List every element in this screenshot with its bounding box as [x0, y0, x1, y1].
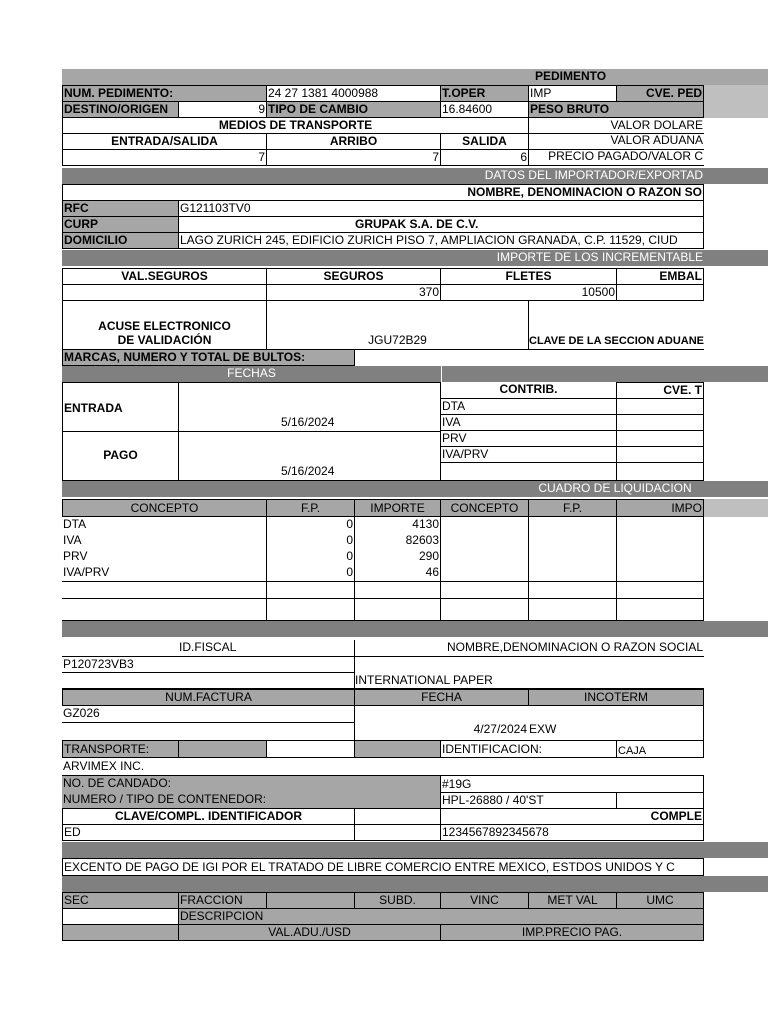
precio-pagado-label: PRECIO PAGADO/VALOR C	[528, 149, 704, 166]
title-band	[62, 69, 768, 85]
valor-dolares-label: VALOR DOLARE	[528, 117, 704, 134]
table-row-importe: 82603	[405, 533, 439, 547]
fecha-factura-value: 4/27/2024	[473, 722, 527, 736]
fletes-label: FLETES	[440, 268, 617, 285]
acuse-label-line1: ACUSE ELECTRONICO	[98, 319, 231, 333]
salida-value: 6	[440, 149, 529, 166]
identificador-blank	[354, 824, 441, 841]
valor-aduana-label: VALOR ADUANA	[528, 133, 704, 150]
fraccion-label: FRACCION	[178, 892, 267, 909]
fecha-pago-label-text: PAGO	[103, 448, 138, 462]
contenedor-value: HPL-26880 / 40'ST	[440, 792, 617, 809]
subd-label: SUBD.	[354, 892, 441, 909]
num-pedimento-value: 24 27 1381 4000988	[266, 85, 441, 102]
observaciones-band	[62, 842, 768, 858]
t-oper-value: IMP	[528, 85, 617, 102]
compl-identificador-value: 1234567892345678	[440, 824, 704, 841]
descripcion-label: DESCRIPCION	[178, 908, 704, 925]
fecha-entrada-value: 5/16/2024	[281, 415, 335, 429]
transportista-value: ARVIMEX INC.	[63, 759, 145, 773]
incoterm-label: INCOTERM	[528, 689, 704, 706]
fecha-pago-value: 5/16/2024	[281, 464, 335, 478]
id-fiscal-value: P120723VB3	[63, 657, 134, 671]
contenedor-label: NUMERO / TIPO DE CONTENEDOR:	[62, 792, 441, 808]
table-row-fp: 0	[346, 533, 353, 547]
identificador-blank	[354, 808, 441, 825]
transporte-fill	[178, 740, 267, 758]
fecha-factura-label: FECHA	[354, 689, 529, 706]
liq-concepto2-label: CONCEPTO	[440, 499, 529, 517]
liq-concepto-label: CONCEPTO	[62, 499, 267, 517]
contrib-label: CONTRIB.	[440, 382, 617, 399]
table-row-concepto: IVA	[63, 533, 82, 547]
proveedor-nombre-label: NOMBRE,DENOMINACION O RAZON SOCIAL	[354, 640, 704, 656]
incoterm-value: EXW	[529, 722, 557, 736]
liq-grid-line	[62, 581, 704, 582]
identificacion-label: IDENTIFICACION:	[440, 740, 617, 758]
proveedor-nombre-value: INTERNATIONAL PAPER	[355, 673, 493, 687]
acuse-label-line2: DE VALIDACIÓN	[117, 333, 212, 347]
transporte-fill	[354, 740, 441, 758]
contrib-cve	[616, 446, 704, 463]
contrib-row	[440, 462, 617, 481]
liq-grid-line	[440, 517, 441, 621]
val-seguros-label: VAL.SEGUROS	[62, 268, 267, 285]
importer-section-title: DATOS DEL IMPORTADOR/EXPORTAD	[440, 168, 704, 184]
medios-transporte-label: MEDIOS DE TRANSPORTE	[62, 117, 529, 134]
table-row-importe: 290	[418, 549, 439, 563]
table-row-importe: 4130	[412, 517, 439, 531]
contrib-row: DTA	[440, 398, 617, 415]
liq-grid-line	[528, 517, 529, 621]
liq-header-fill	[704, 499, 768, 517]
peso-bruto-label: PESO BRUTO	[528, 101, 704, 118]
partidas-blank	[62, 908, 179, 925]
proveedor-band	[62, 621, 768, 637]
fecha-entrada-label-text: ENTRADA	[64, 401, 123, 415]
observaciones-text: EXCENTO DE PAGO DE IGI POR EL TRATADO DE LIBRE COMERCIO ENTRE MEXICO, ESTDOS UNIDOS Y C	[62, 858, 704, 876]
importer-nombre-label: NOMBRE, DENOMINACION O RAZON SO	[62, 184, 704, 201]
proveedor-line	[62, 672, 354, 673]
fecha-entrada-label	[62, 382, 179, 432]
contrib-cve	[616, 398, 704, 415]
peso-bruto-fill	[704, 101, 768, 118]
tipo-cambio-value: 16.84600	[440, 101, 529, 118]
liq-grid-line	[616, 517, 617, 621]
met-val-label: MET VAL	[528, 892, 617, 909]
destino-value: 9	[178, 101, 267, 118]
table-row-importe: 46	[425, 565, 439, 579]
contrib-cve	[616, 414, 704, 431]
pedimento-title: PEDIMENTO	[535, 69, 607, 83]
entrada-salida-value: 7	[62, 149, 267, 166]
destino-label: DESTINO/ORIGEN	[62, 101, 179, 118]
liq-grid-line	[354, 517, 355, 621]
contenedor-extra	[616, 792, 704, 809]
arribo-value: 7	[266, 149, 441, 166]
curp-value	[178, 216, 704, 233]
fechas-title: FECHAS	[62, 366, 441, 382]
fecha-pago-label	[62, 431, 179, 481]
clave-seccion-label: CLAVE DE LA SECCION ADUANE	[528, 300, 704, 350]
table-row-fp: 0	[346, 565, 353, 579]
factura-line	[354, 705, 355, 740]
val-adu-label: VAL.ADU./USD	[178, 924, 441, 941]
transporte-label: TRANSPORTE:	[62, 740, 179, 758]
table-row-concepto: IVA/PRV	[63, 565, 110, 579]
rfc-value: G121103TV0	[178, 200, 704, 217]
domicilio-label: DOMICILIO	[62, 232, 179, 249]
val-seguros-value	[62, 284, 267, 301]
liq-importe2-label: IMPO	[616, 499, 704, 517]
factura-line	[703, 705, 704, 740]
contrib-row: IVA	[440, 414, 617, 431]
clave-identificador-value: ED	[62, 824, 355, 841]
liq-importe-label: IMPORTE	[354, 499, 441, 517]
table-row-fp: 0	[346, 549, 353, 563]
candado-value: #19G	[440, 775, 704, 793]
marcas-label: MARCAS, NUMERO Y TOTAL DE BULTOS:	[62, 349, 355, 366]
table-row-concepto: DTA	[63, 517, 87, 531]
acuse-value: JGU72B29	[368, 333, 427, 347]
candado-label: NO. DE CANDADO:	[62, 776, 441, 792]
fechas-band-right	[442, 366, 768, 382]
clave-identificador-label: CLAVE/COMPL. IDENTIFICADOR	[62, 808, 355, 825]
curp-label: CURP	[62, 216, 179, 233]
curp-value-text: GRUPAK S.A. DE C.V.	[355, 217, 479, 231]
compl-identificador-label: COMPLE	[440, 808, 704, 825]
cve-t-label: CVE. T	[616, 382, 704, 399]
fraccion-fill	[266, 892, 355, 909]
num-factura-label: NUM.FACTURA	[62, 689, 355, 706]
entrada-salida-label: ENTRADA/SALIDA	[62, 133, 267, 150]
factura-line	[62, 722, 354, 723]
identificacion-value: CAJA	[616, 740, 704, 758]
table-row-fp: 0	[346, 517, 353, 531]
id-fiscal-label: ID.FISCAL	[179, 640, 237, 654]
vinc-label: VINC	[440, 892, 529, 909]
t-oper-label: T.OPER	[440, 85, 529, 102]
salida-label: SALIDA	[440, 133, 529, 150]
tipo-cambio-label: TIPO DE CAMBIO	[266, 101, 441, 118]
contrib-cve	[616, 462, 704, 481]
fletes-value: 10500	[440, 284, 617, 301]
num-pedimento-label: NUM. PEDIMENTO:	[62, 85, 267, 102]
embalajes-value	[616, 284, 704, 301]
liq-grid-line	[62, 598, 704, 599]
sec-label: SEC	[62, 892, 179, 909]
num-factura-value: GZ026	[63, 706, 100, 720]
arribo-label: ARRIBO	[266, 133, 441, 150]
partidas-band	[62, 876, 768, 892]
cve-ped-label: CVE. PED	[616, 85, 704, 102]
liquidacion-title: CUADRO DE LIQUIDACION	[500, 481, 730, 497]
umc-label: UMC	[616, 892, 704, 909]
cve-ped-fill	[704, 85, 768, 102]
rfc-label: RFC	[62, 200, 179, 217]
contrib-row: PRV	[440, 430, 617, 447]
embalajes-label: EMBAL	[616, 268, 704, 285]
transporte-blank	[266, 740, 355, 758]
incrementables-title: IMPORTE DE LOS INCREMENTABLE	[440, 250, 704, 266]
liq-fp2-label: F.P.	[528, 499, 617, 517]
domicilio-value: LAGO ZURICH 245, EDIFICIO ZURICH PISO 7, AMPLIACION GRANADA, C.P. 11529, CIUD	[178, 232, 704, 249]
contrib-cve	[616, 430, 704, 447]
imp-precio-label: IMP.PRECIO PAG.	[440, 924, 704, 941]
table-row-concepto: PRV	[63, 549, 88, 563]
liq-fp-label: F.P.	[266, 499, 355, 517]
partidas-fill	[62, 924, 179, 941]
liq-grid-line	[266, 517, 267, 621]
contrib-row: IVA/PRV	[440, 446, 617, 463]
liq-grid-line	[703, 517, 704, 621]
seguros-value: 370	[266, 284, 441, 301]
seguros-label: SEGUROS	[266, 268, 441, 285]
